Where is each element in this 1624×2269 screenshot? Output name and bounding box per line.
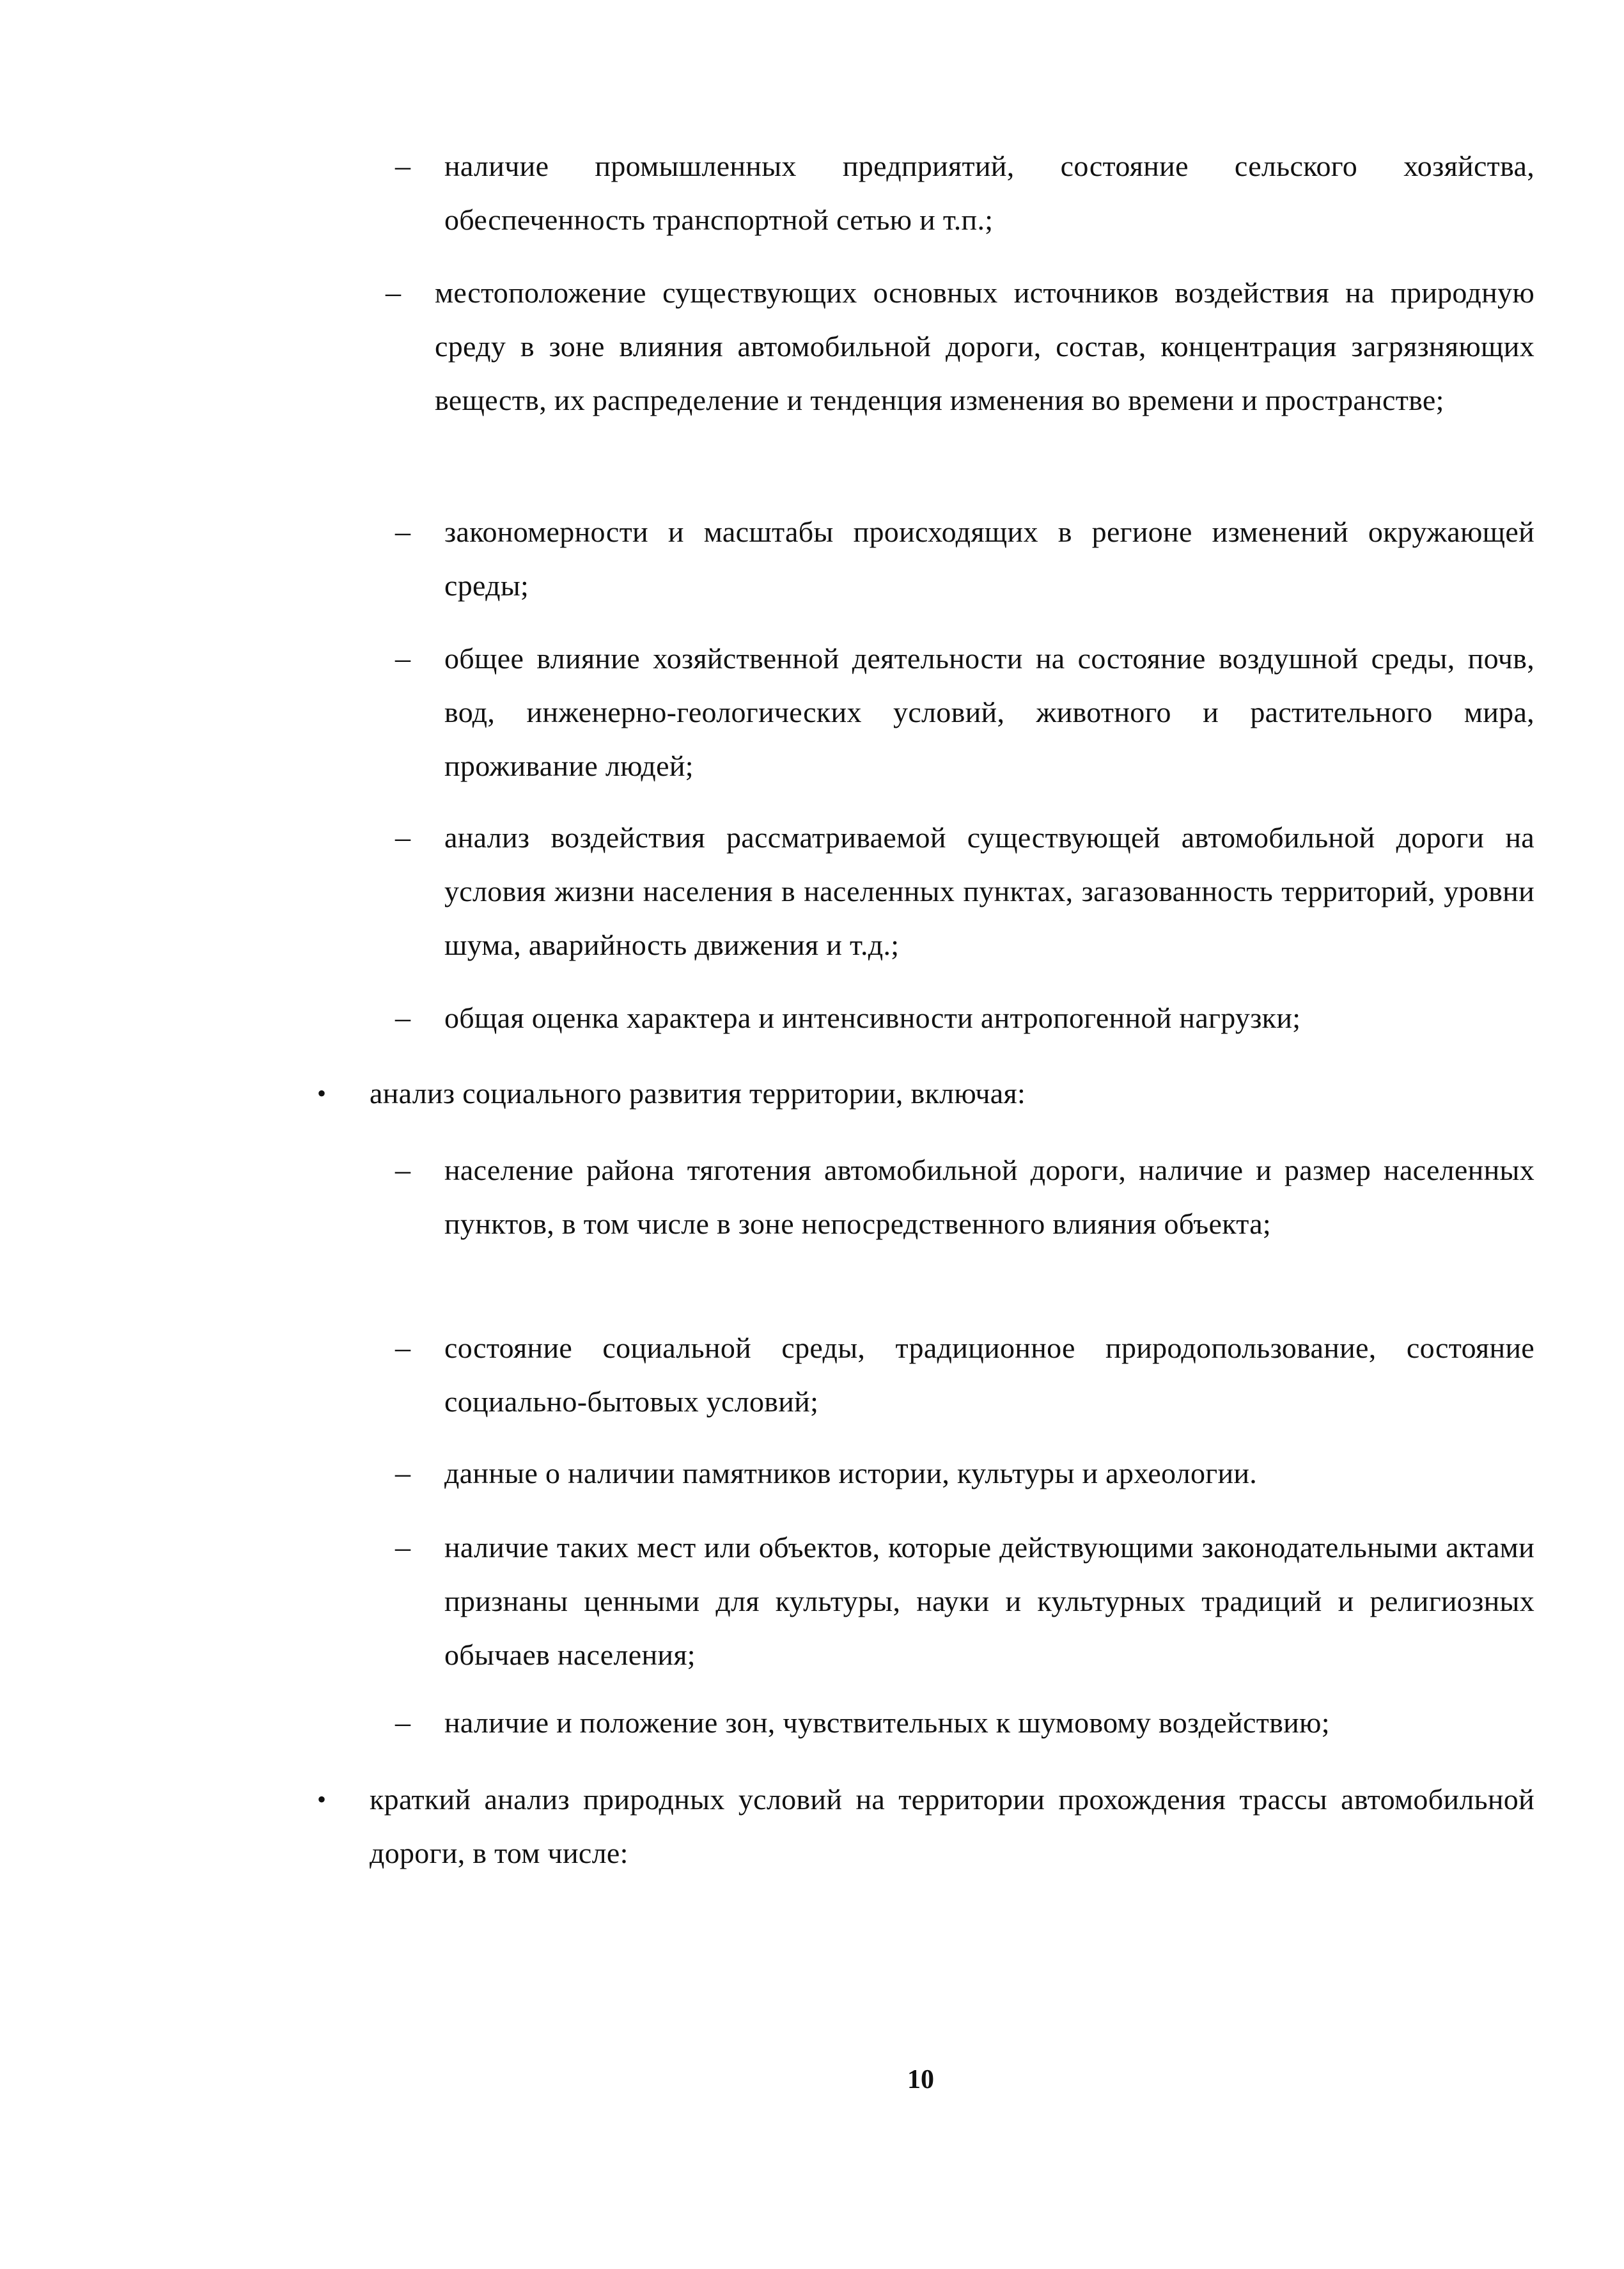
list-item-text: население района тяготения автомобильной дороги, наличие и размер населенных пунктов, в том числе в зоне непосредственного влияния объекта; xyxy=(444,1154,1534,1240)
list-item xyxy=(444,1696,1534,1750)
list-dash-marker: – xyxy=(395,1331,410,1365)
list-dash-marker: – xyxy=(386,276,401,310)
list-item-text: местоположение существующих основных источников воздействия на природную среду в зоне влияния автомобильной дороги, состав, концентрация загрязняющих веществ, их распределение и тенденция изменения во времени и пространстве; xyxy=(435,276,1534,416)
list-dash-marker: – xyxy=(395,1001,410,1035)
list-bullet-marker: • xyxy=(317,1079,327,1108)
list-item xyxy=(444,139,1534,247)
list-item-text: состояние социальной среды, традиционное природопользование, состояние социально-бытовых условий; xyxy=(444,1331,1534,1418)
list-item xyxy=(444,505,1534,613)
list-dash-marker: – xyxy=(395,1456,410,1490)
list-item xyxy=(444,1321,1534,1429)
list-item-text: наличие и положение зон, чувствительных к шумовому воздействию; xyxy=(444,1706,1330,1739)
list-item-text: краткий анализ природных условий на территории прохождения трассы автомобильной дороги, в том числе: xyxy=(370,1783,1534,1869)
list-item-text: закономерности и масштабы происходящих в регионе изменений окружающей среды; xyxy=(444,515,1534,602)
list-item xyxy=(370,1067,1534,1120)
list-dash-marker: – xyxy=(395,1530,410,1564)
list-item xyxy=(444,991,1534,1045)
page-number: 10 xyxy=(907,2065,934,2094)
list-item-text: анализ социального развития территории, включая: xyxy=(370,1077,1026,1110)
list-item-text: наличие промышленных предприятий, состояние сельского хозяйства, обеспеченность транспортной сетью и т.п.; xyxy=(444,150,1534,236)
list-dash-marker: – xyxy=(395,1153,410,1187)
list-dash-marker: – xyxy=(395,641,410,675)
list-item xyxy=(444,811,1534,972)
list-item-text: данные о наличии памятников истории, культуры и археологии. xyxy=(444,1457,1258,1489)
list-item xyxy=(444,1143,1534,1251)
list-dash-marker: – xyxy=(395,515,410,549)
list-dash-marker: – xyxy=(395,820,410,854)
list-item-text: наличие таких мест или объектов, которые действующими законодательными актами признаны ценными для культуры, науки и культурных традиций и религиозных обычаев населения; xyxy=(444,1531,1534,1671)
list-item-text: общее влияние хозяйственной деятельности на состояние воздушной среды, почв, вод, инженерно-геологических условий, животного и растительного мира, проживание людей; xyxy=(444,642,1534,782)
list-item xyxy=(444,632,1534,793)
list-item xyxy=(435,266,1534,427)
list-dash-marker: – xyxy=(395,149,410,183)
list-item xyxy=(370,1773,1534,1880)
list-dash-marker: – xyxy=(395,1706,410,1739)
list-item xyxy=(444,1447,1534,1500)
list-bullet-marker: • xyxy=(317,1785,327,1814)
list-item xyxy=(444,1521,1534,1682)
list-item-text: анализ воздействия рассматриваемой существующей автомобильной дороги на условия жизни населения в населенных пунктах, загазованность территорий, уровни шума, аварийность движения и т.д.; xyxy=(444,821,1534,961)
list-item-text: общая оценка характера и интенсивности антропогенной нагрузки; xyxy=(444,1001,1301,1034)
